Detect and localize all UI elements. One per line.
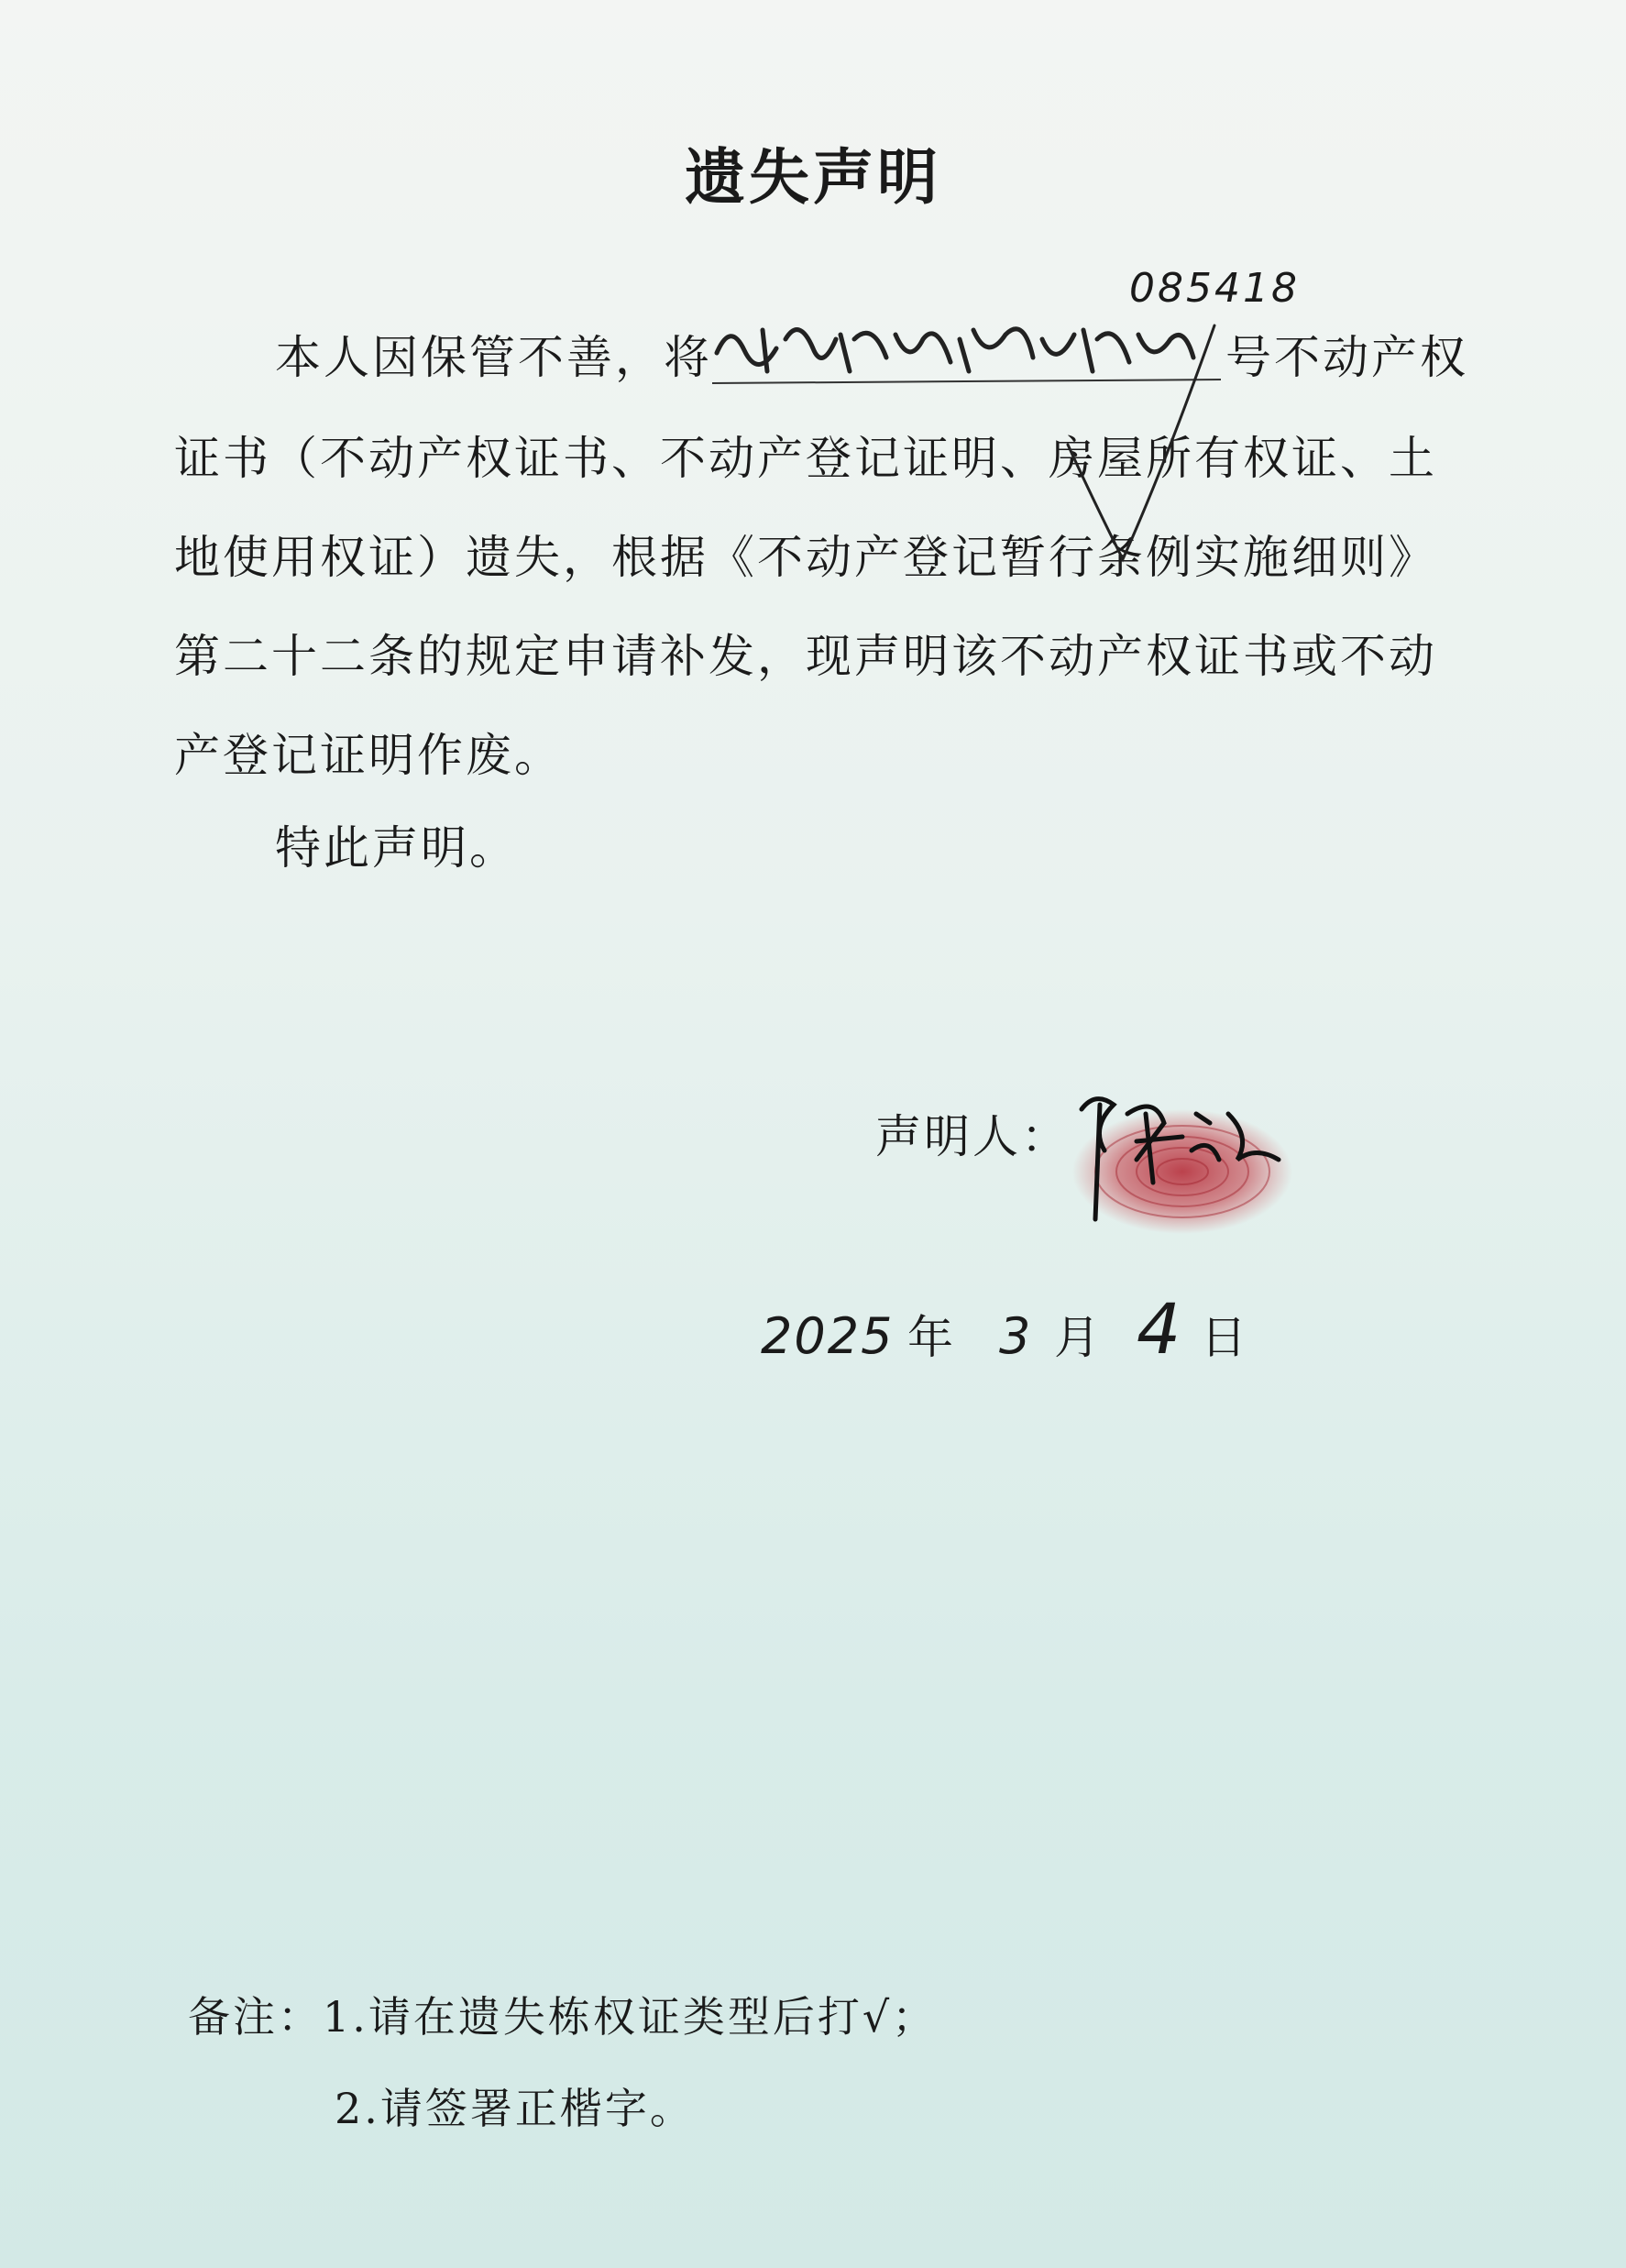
date-month: 3 [999,1307,1033,1365]
paragraph-line-3: 地使用权证）遗失，根据《不动产登记暂行条例实施细则》 [174,531,1437,584]
signature-label: 声明人： [875,1110,1070,1163]
page-title: 遗失声明 [685,142,941,213]
paragraph-line-2: 证书（不动产权证书、不动产登记证明、房屋所有权证、土 [174,432,1437,485]
note-1: 1.请在遗失栋权证类型后打√； [323,1992,938,2042]
paragraph-line-4: 第二十二条的规定申请补发，现声明该不动产权证书或不动 [174,630,1437,683]
handwritten-fill-field [712,265,1300,385]
date-year: 2025 [761,1307,895,1365]
paragraph-line-1 [275,265,1468,385]
paragraph-line-5: 产登记证明作废。 [174,729,563,782]
date-month-unit: 月 [1054,1311,1102,1364]
handwritten-number: 085418 [1129,265,1300,312]
note-2: 2.请签署正楷字。 [335,2084,695,2133]
date-year-unit: 年 [907,1311,955,1364]
date-day: 4 [1137,1288,1183,1370]
date-day-unit: 日 [1201,1311,1248,1364]
notes-line-1 [188,1989,937,2044]
para1-prefix: 本人因保管不善，将 [275,331,712,384]
closing-statement: 特此声明。 [275,821,518,875]
para1-suffix: 号不动产权 [1225,331,1468,384]
date-line [761,1288,1248,1370]
notes-label: 备注： [188,1992,323,2042]
